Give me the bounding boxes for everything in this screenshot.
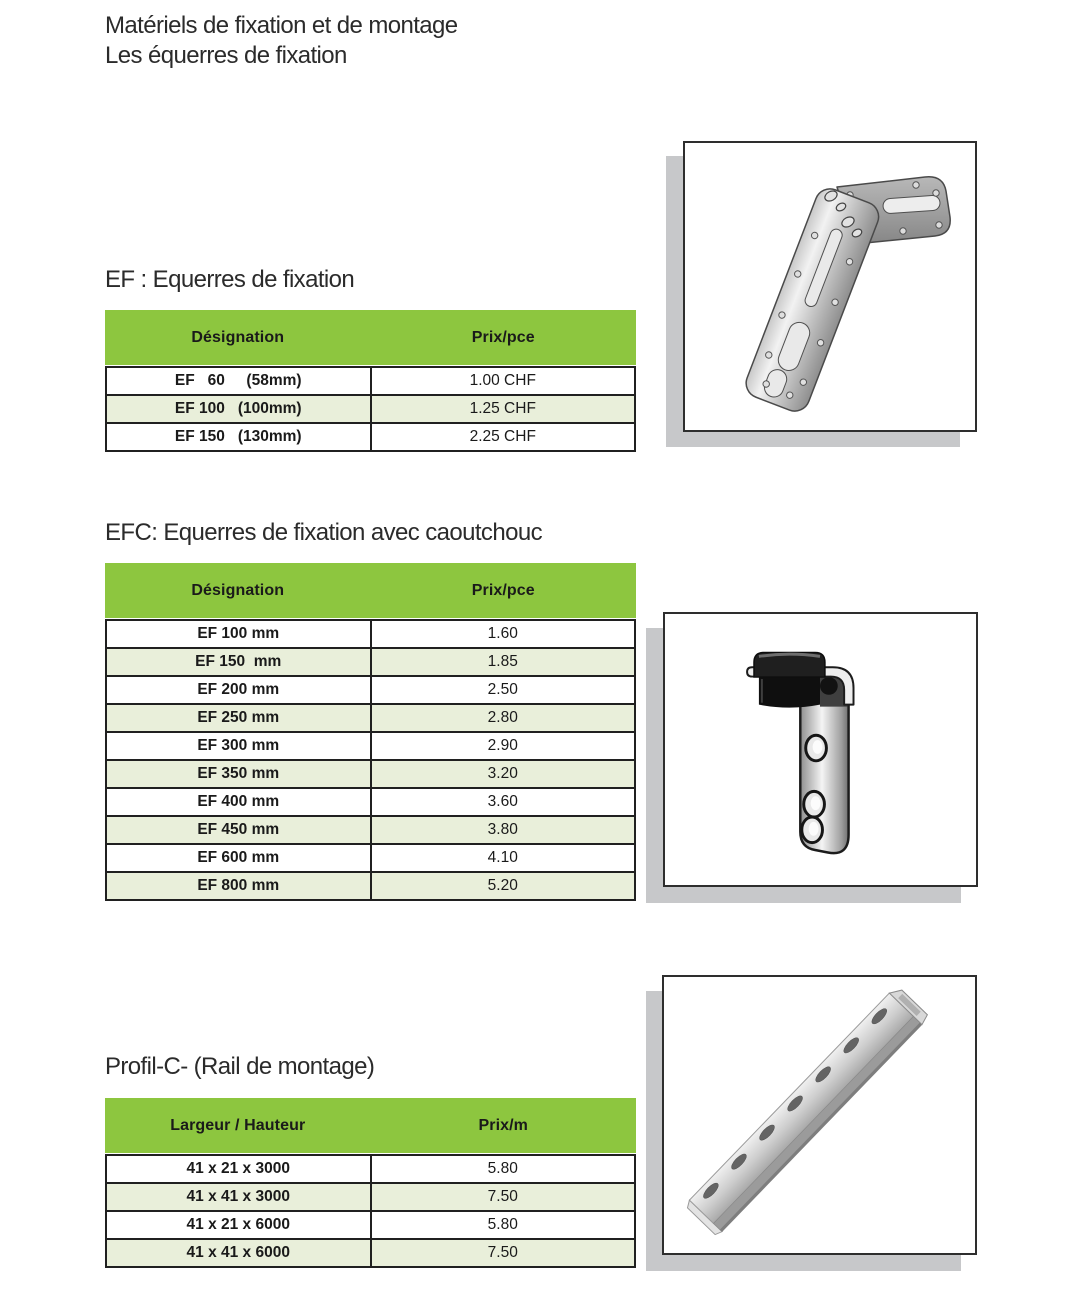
designation-cell: EF 350 mm xyxy=(107,761,372,787)
table-row xyxy=(107,787,634,815)
price-cell: 4.10 xyxy=(487,849,518,866)
designation-cell: 41 x 41 x 3000 xyxy=(107,1184,372,1210)
price-cell: 2.90 xyxy=(487,737,518,754)
price-cell: 5.80 xyxy=(487,1216,518,1233)
designation-cell: 41 x 41 x 6000 xyxy=(107,1240,372,1266)
price-cell: 1.85 xyxy=(487,653,518,670)
table-row xyxy=(107,731,634,759)
designation-cell: EF 300 mm xyxy=(107,733,372,759)
profil-c-rail-image-panel xyxy=(662,975,977,1255)
page-title xyxy=(105,11,458,71)
table-row xyxy=(107,422,634,450)
table-header xyxy=(105,310,636,365)
designation-cell: EF 800 mm xyxy=(107,873,372,899)
efc-bracket-illustration xyxy=(665,614,976,885)
table-body xyxy=(105,366,636,452)
table-row xyxy=(107,1156,634,1182)
efc-bracket-image-panel xyxy=(663,612,978,887)
price-cell: 2.25 CHF xyxy=(469,428,536,445)
table-row xyxy=(107,1210,634,1238)
price-cell: 2.50 xyxy=(487,681,518,698)
designation-cell: EF 150 mm xyxy=(107,649,372,675)
profil-c-rail-photo xyxy=(664,977,975,1253)
price-cell: 3.60 xyxy=(487,793,518,810)
designation-cell: EF 250 mm xyxy=(107,705,372,731)
designation-cell: 41 x 21 x 6000 xyxy=(107,1212,372,1238)
section-heading-ef: EF : Equerres de fixation xyxy=(105,266,355,293)
table-row xyxy=(107,871,634,899)
designation-cell: EF 200 mm xyxy=(107,677,372,703)
table-row xyxy=(107,703,634,731)
table-row xyxy=(107,675,634,703)
table-header xyxy=(105,1098,636,1153)
table-header xyxy=(105,563,636,618)
designation-cell: EF 100 mm xyxy=(107,621,372,647)
efc-price-table xyxy=(105,563,636,901)
table-body xyxy=(105,1154,636,1268)
column-header-designation: Désignation xyxy=(191,328,285,346)
designation-cell: EF 60 (58mm) xyxy=(107,368,372,394)
price-cell: 2.80 xyxy=(487,709,518,726)
designation-cell: EF 450 mm xyxy=(107,817,372,843)
column-header-price: Prix/pce xyxy=(471,581,535,599)
ef-bracket-image-panel xyxy=(683,141,977,432)
designation-cell: EF 600 mm xyxy=(107,845,372,871)
price-cell: 1.60 xyxy=(487,625,518,642)
ef-price-table xyxy=(105,310,636,452)
table-row xyxy=(107,394,634,422)
table-row xyxy=(107,1238,634,1266)
price-cell: 5.80 xyxy=(487,1160,518,1177)
table-row xyxy=(107,843,634,871)
table-row xyxy=(107,647,634,675)
price-cell: 7.50 xyxy=(487,1188,518,1205)
column-header-designation: Désignation xyxy=(191,581,285,599)
section-heading-profil-c: Profil-C- (Rail de montage) xyxy=(105,1053,375,1080)
profil-c-price-table xyxy=(105,1098,636,1268)
table-body xyxy=(105,619,636,901)
designation-cell: EF 100 (100mm) xyxy=(107,396,372,422)
table-row xyxy=(107,759,634,787)
table-row xyxy=(107,621,634,647)
designation-cell: EF 400 mm xyxy=(107,789,372,815)
price-cell: 1.00 CHF xyxy=(469,372,536,389)
table-row xyxy=(107,1182,634,1210)
section-heading-efc: EFC: Equerres de fixation avec caoutchouc xyxy=(105,519,542,546)
designation-cell: EF 150 (130mm) xyxy=(107,424,372,450)
price-cell: 5.20 xyxy=(487,877,518,894)
column-header-price: Prix/m xyxy=(478,1116,528,1134)
price-cell: 7.50 xyxy=(487,1244,518,1261)
table-row xyxy=(107,815,634,843)
column-header-dimensions: Largeur / Hauteur xyxy=(170,1116,306,1134)
column-header-price: Prix/pce xyxy=(471,328,535,346)
page-title-line-2: Les équerres de fixation xyxy=(105,42,347,69)
price-cell: 1.25 CHF xyxy=(469,400,536,417)
table-row xyxy=(107,368,634,394)
price-cell: 3.20 xyxy=(487,765,518,782)
page-title-line-1: Matériels de fixation et de montage xyxy=(105,12,458,39)
designation-cell: 41 x 21 x 3000 xyxy=(107,1156,372,1182)
ef-bracket-illustration xyxy=(685,143,975,430)
price-cell: 3.80 xyxy=(487,821,518,838)
